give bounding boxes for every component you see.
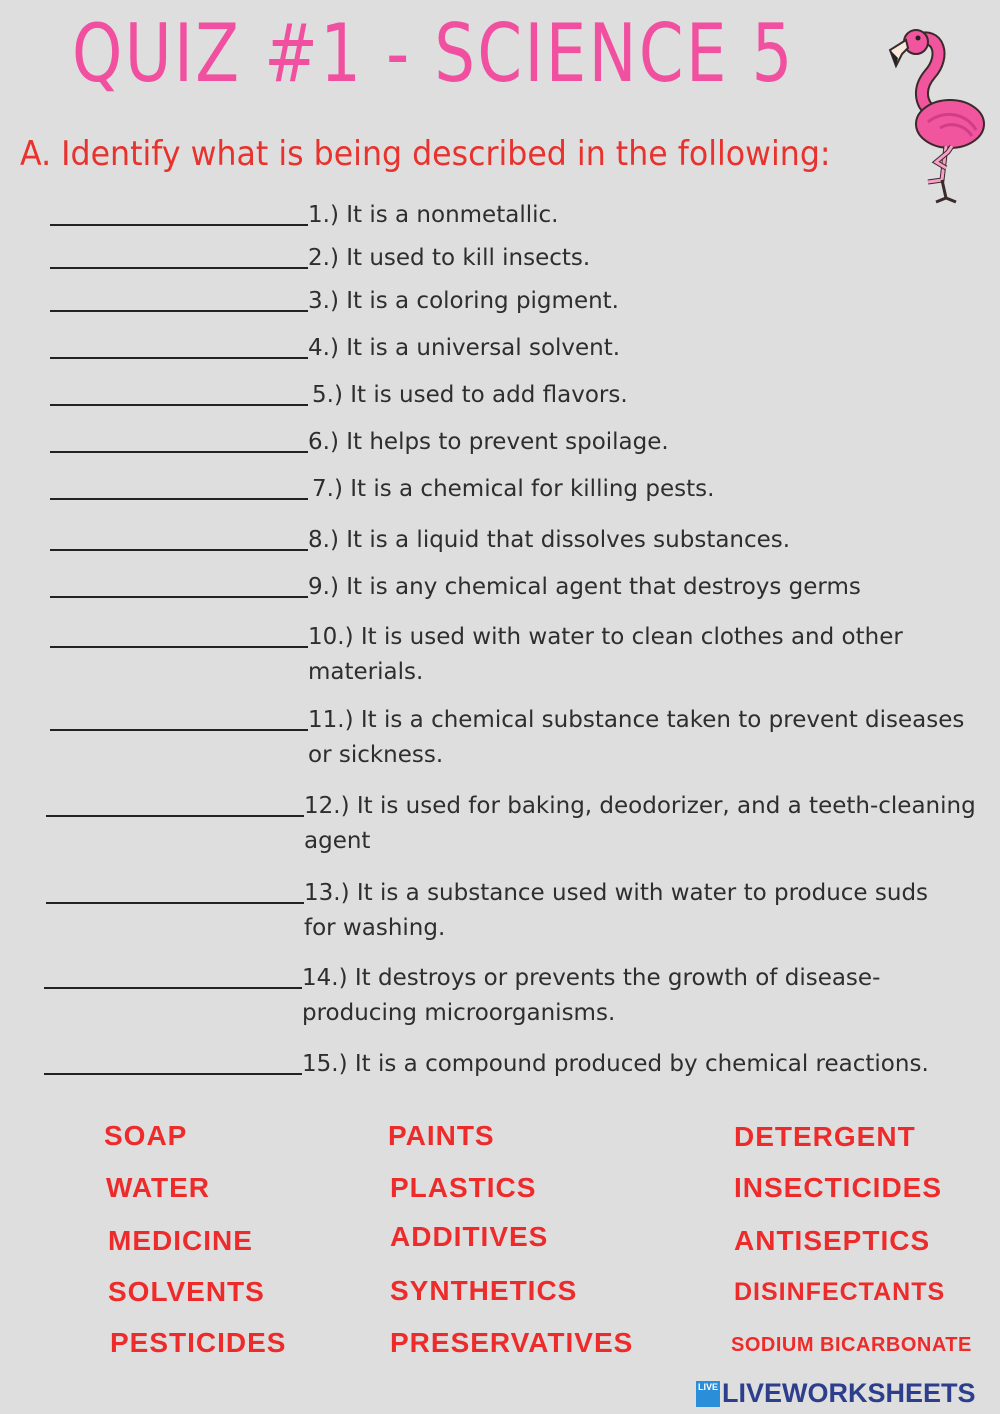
- answer-blank-1[interactable]: [50, 224, 308, 226]
- question-10: [50, 620, 948, 690]
- question-4-text: 4.) It is a universal solvent.: [308, 335, 621, 361]
- question-9-text: 9.) It is any chemical agent that destroys germs: [308, 574, 861, 600]
- question-4: [50, 331, 968, 366]
- answer-blank-11[interactable]: [50, 729, 308, 731]
- question-8: [50, 523, 968, 558]
- question-3-text: 3.) It is a coloring pigment.: [308, 288, 619, 314]
- question-1: [50, 198, 968, 233]
- question-12-text: 12.) It is used for baking, deodorizer, and a teeth-cleaning agent: [304, 793, 976, 854]
- word-bank-detergent[interactable]: DETERGENT: [734, 1121, 916, 1152]
- question-5-text: 5.) It is used to add flavors.: [312, 382, 628, 408]
- word-bank-preservatives[interactable]: PRESERVATIVES: [390, 1327, 634, 1358]
- question-1-text: 1.) It is a nonmetallic.: [308, 202, 559, 228]
- question-15: [44, 1047, 982, 1082]
- flamingo-illustration: [880, 12, 992, 208]
- question-15-text: 15.) It is a compound produced by chemical reactions.: [302, 1051, 929, 1077]
- answer-blank-8[interactable]: [50, 549, 308, 551]
- question-3: [50, 284, 968, 319]
- question-6: [50, 425, 968, 460]
- question-6-text: 6.) It helps to prevent spoilage.: [308, 429, 669, 455]
- question-13: [46, 876, 964, 946]
- answer-blank-4[interactable]: [50, 357, 308, 359]
- word-bank-additives[interactable]: ADDITIVES: [390, 1221, 549, 1252]
- word-bank-water[interactable]: WATER: [106, 1172, 211, 1203]
- question-11-text: 11.) It is a chemical substance taken to prevent diseases or sickness.: [308, 707, 965, 768]
- word-bank-plastics[interactable]: PLASTICS: [390, 1172, 537, 1203]
- liveworksheets-logo: [696, 1378, 976, 1409]
- question-7: [50, 472, 972, 507]
- word-bank-disinfectants[interactable]: DISINFECTANTS: [734, 1278, 946, 1306]
- answer-blank-13[interactable]: [46, 902, 304, 904]
- word-bank-soap[interactable]: SOAP: [104, 1120, 188, 1151]
- question-8-text: 8.) It is a liquid that dissolves substances.: [308, 527, 791, 553]
- question-12: [46, 789, 994, 859]
- answer-blank-15[interactable]: [44, 1073, 302, 1075]
- question-14-text: 14.) It destroys or prevents the growth of disease-producing microorganisms.: [302, 965, 881, 1026]
- word-bank-medicine[interactable]: MEDICINE: [108, 1225, 253, 1256]
- liveworksheets-logo-text: LIVEWORKSHEETS: [722, 1378, 976, 1408]
- word-bank-antiseptics[interactable]: ANTISEPTICS: [734, 1225, 931, 1256]
- question-7-text: 7.) It is a chemical for killing pests.: [312, 476, 715, 502]
- question-14: [44, 961, 932, 1031]
- word-bank-pesticides[interactable]: PESTICIDES: [110, 1327, 287, 1358]
- answer-blank-2[interactable]: [50, 267, 308, 269]
- question-2: [50, 241, 968, 276]
- word-bank-paints[interactable]: PAINTS: [388, 1120, 495, 1151]
- word-bank-sodium-bicarbonate[interactable]: SODIUM BICARBONATE: [731, 1334, 972, 1356]
- question-5: [50, 378, 972, 413]
- question-13-text: 13.) It is a substance used with water to produce suds for washing.: [304, 880, 929, 941]
- liveworksheets-logo-icon: LIVE: [696, 1381, 720, 1407]
- question-2-text: 2.) It used to kill insects.: [308, 245, 591, 271]
- question-9: [50, 570, 968, 605]
- question-11: [50, 703, 978, 773]
- answer-blank-14[interactable]: [44, 987, 302, 989]
- answer-blank-6[interactable]: [50, 451, 308, 453]
- word-bank-solvents[interactable]: SOLVENTS: [108, 1276, 265, 1307]
- answer-blank-3[interactable]: [50, 310, 308, 312]
- answer-blank-5[interactable]: [50, 404, 308, 406]
- quiz-title: QUIZ #1 - SCIENCE 5: [72, 7, 795, 100]
- instruction-heading: A. Identify what is being described in the following:: [20, 134, 831, 174]
- answer-blank-10[interactable]: [50, 646, 308, 648]
- word-bank-insecticides[interactable]: INSECTICIDES: [734, 1172, 943, 1203]
- answer-blank-7[interactable]: [50, 498, 308, 500]
- answer-blank-9[interactable]: [50, 596, 308, 598]
- question-10-text: 10.) It is used with water to clean clothes and other materials.: [308, 624, 903, 685]
- answer-blank-12[interactable]: [46, 815, 304, 817]
- word-bank-synthetics[interactable]: SYNTHETICS: [390, 1275, 578, 1306]
